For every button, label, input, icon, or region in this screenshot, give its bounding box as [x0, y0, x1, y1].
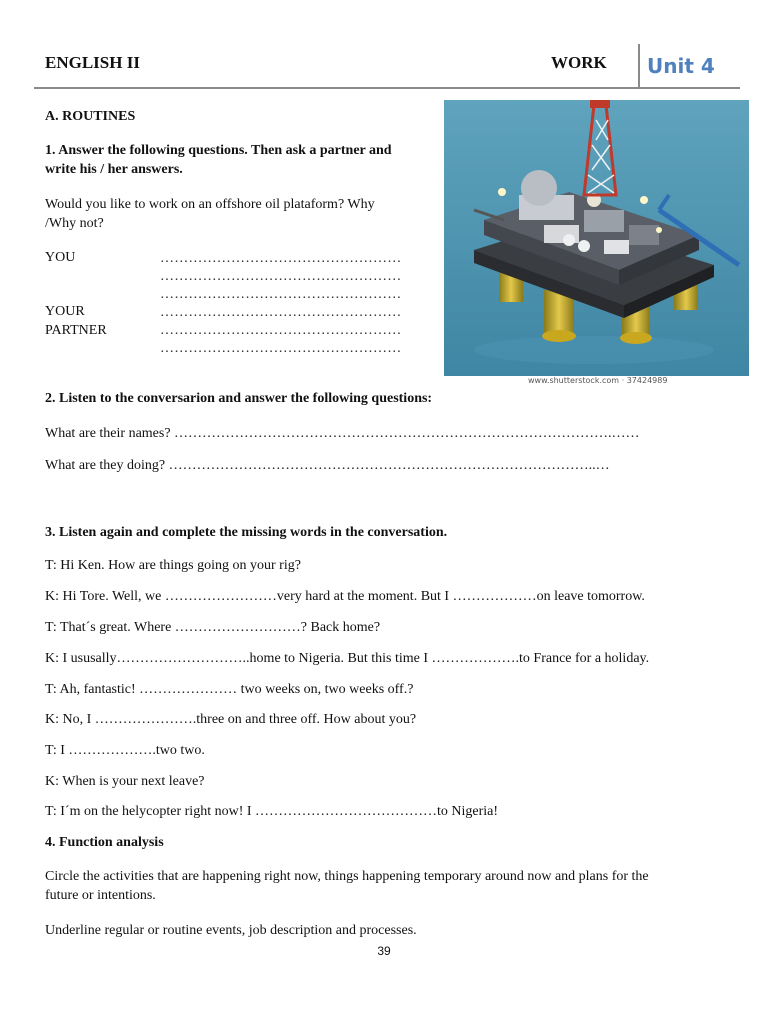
course-title: ENGLISH II: [45, 53, 140, 72]
partner-label-line1: YOUR: [45, 304, 85, 319]
answer-line-partner-2[interactable]: ……………………………………………: [160, 323, 402, 338]
conversation-line[interactable]: T: I´m on the helycopter right now! I …………………………………to Nigeria!: [45, 804, 499, 819]
conversation-line[interactable]: T: I ……………….two two.: [45, 743, 205, 758]
q1-question: [45, 195, 435, 233]
conversation-line[interactable]: K: Hi Tore. Well, we ……………………very hard at the moment. But I ………………on leave tomorrow.: [45, 589, 645, 604]
conversation-line: K: When is your next leave?: [45, 774, 205, 789]
q1-title-line2: write his / her answers.: [45, 162, 183, 177]
conversation-line[interactable]: K: I ususally………………………..home to Nigeria. But this time I ……………….to France for a holiday.: [45, 651, 650, 666]
unit-label: Unit 4: [647, 54, 715, 78]
answer-line-you-3[interactable]: ……………………………………………: [160, 287, 402, 302]
question-doing[interactable]: What are they doing? ………………………………………………………………………………..…: [45, 458, 610, 473]
header-divider: [638, 44, 640, 88]
answer-line-you-1[interactable]: ……………………………………………: [160, 251, 402, 266]
q1-question-line1: Would you like to work on an offshore oil plataform? Why: [45, 197, 375, 212]
conversation-line: T: Hi Ken. How are things going on your rig?: [45, 558, 301, 573]
conversation-line[interactable]: T: Ah, fantastic! ………………… two weeks on, two weeks off.?: [45, 682, 414, 697]
section-2-title: 2. Listen to the conversarion and answer the following questions:: [45, 391, 433, 406]
header-rule: [34, 87, 740, 89]
conversation-line[interactable]: T: That´s great. Where ………………………? Back home?: [45, 620, 381, 635]
section-a-title: A. ROUTINES: [45, 109, 136, 124]
instruction-circle: [45, 867, 725, 905]
question-names[interactable]: What are their names? ………………………………………………………………………………….……: [45, 426, 640, 441]
instruction-circle-line2: future or intentions.: [45, 888, 156, 903]
page-number: 39: [377, 944, 391, 958]
image-caption: www.shutterstock.com · 37424989: [528, 376, 668, 385]
q1-title: [45, 141, 435, 179]
instruction-circle-line1: Circle the activities that are happening right now, things happening temporary around now and plans for the: [45, 869, 649, 884]
you-label: YOU: [45, 250, 76, 265]
section-3-title: 3. Listen again and complete the missing words in the conversation.: [45, 525, 448, 540]
conversation-line[interactable]: K: No, I ………………….three on and three off. How about you?: [45, 712, 417, 727]
section-4-title: 4. Function analysis: [45, 835, 164, 850]
partner-label: [45, 302, 107, 340]
answer-line-partner-1[interactable]: ……………………………………………: [160, 305, 402, 320]
instruction-underline: Underline regular or routine events, job description and processes.: [45, 923, 417, 938]
topic-title: WORK: [551, 53, 607, 72]
answer-line-partner-3[interactable]: ……………………………………………: [160, 341, 402, 356]
oil-rig-image: [444, 100, 749, 376]
answer-line-you-2[interactable]: ……………………………………………: [160, 269, 402, 284]
q1-question-line2: /Why not?: [45, 216, 104, 231]
q1-title-line1: 1. Answer the following questions. Then ask a partner and: [45, 143, 392, 158]
partner-label-line2: PARTNER: [45, 323, 107, 338]
